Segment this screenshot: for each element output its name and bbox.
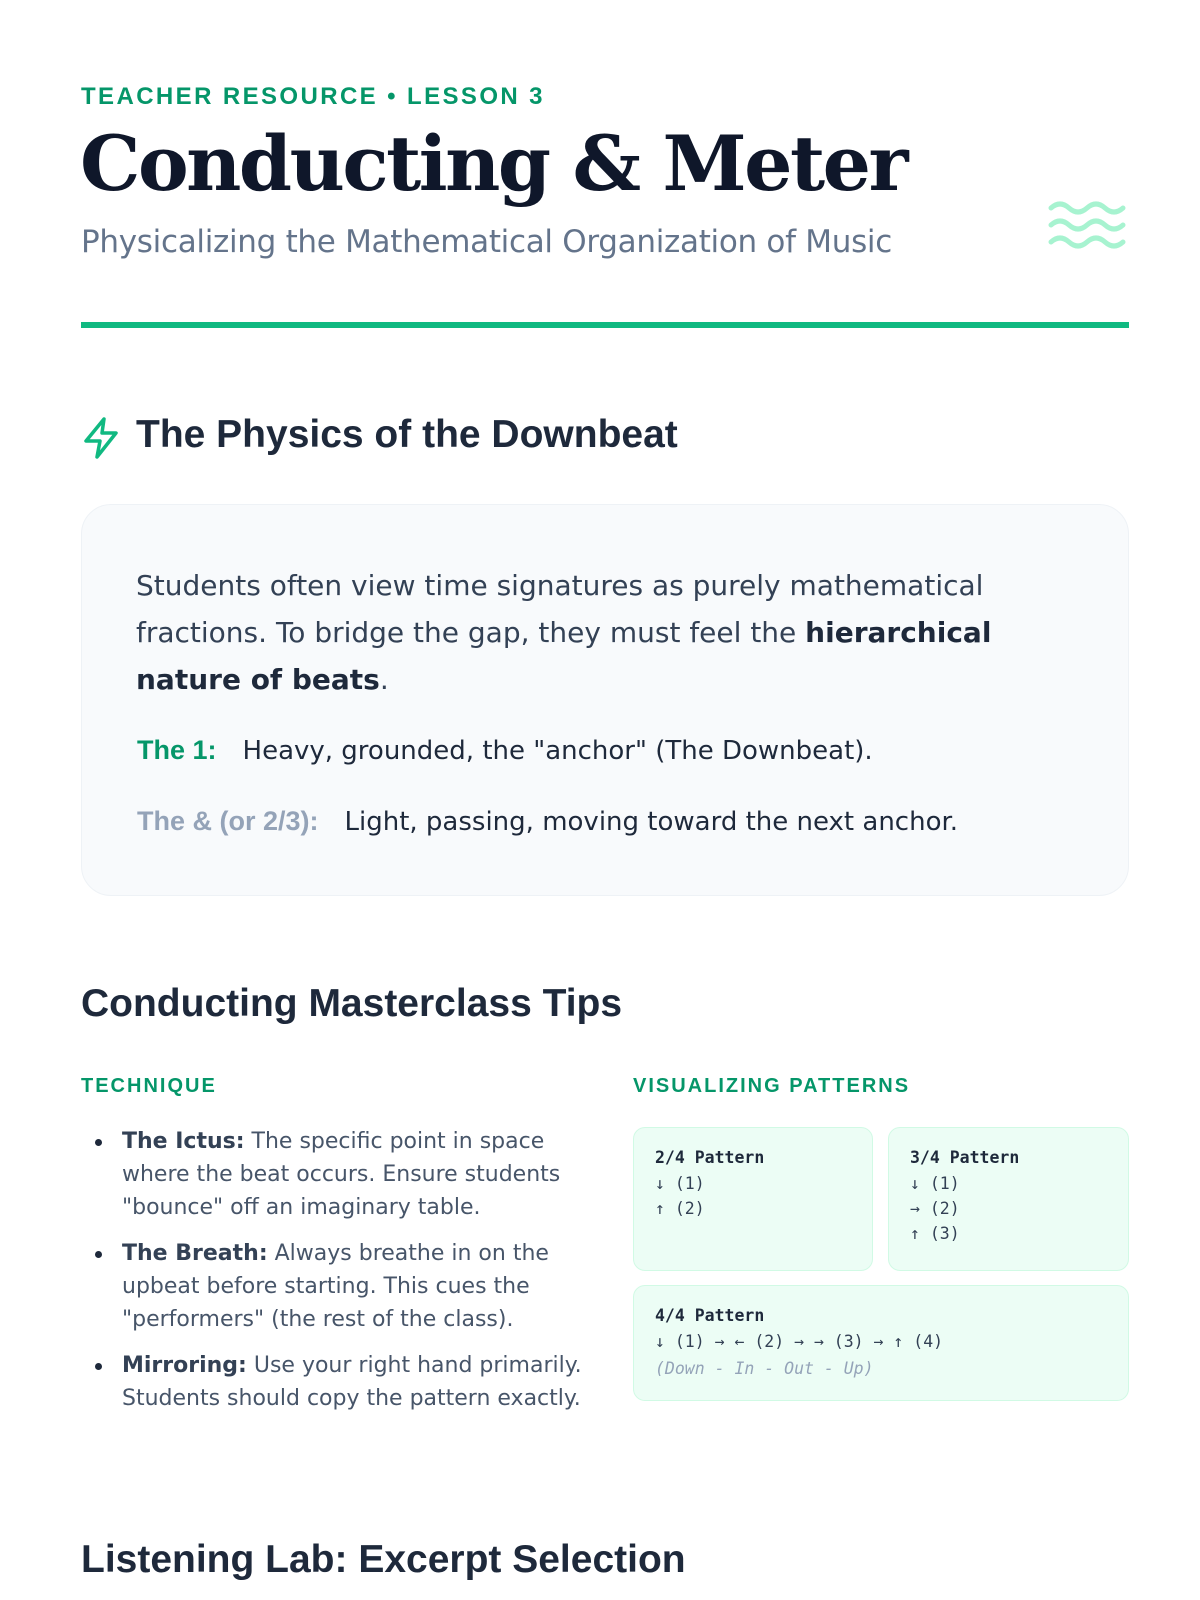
pattern-title: 4/4 Pattern: [655, 1306, 765, 1325]
section-heading-listening-lab: Listening Lab: Excerpt Selection: [81, 1538, 686, 1581]
pattern-step: ↑ (3): [910, 1224, 960, 1243]
pattern-step: ↑ (2): [655, 1199, 705, 1218]
lesson-eyebrow: TEACHER RESOURCE • LESSON 3: [81, 83, 545, 110]
pattern-step: ↓ (1): [910, 1174, 960, 1193]
pattern-card-2-4: [633, 1127, 873, 1271]
list-item: The Ictus: The specific point in space where the beat occurs. Ensure students "bounce" off an imaginary table.: [95, 1125, 585, 1224]
pattern-step: ↓ (1) → ← (2) → → (3) → ↑ (4): [655, 1332, 944, 1351]
definition-text: Heavy, grounded, the "anchor" (The Downbeat).: [242, 736, 873, 766]
patterns-label: VISUALIZING PATTERNS: [633, 1075, 911, 1097]
pattern-title: 2/4 Pattern: [655, 1148, 765, 1167]
hierarchy-emphasis: hierarchical nature of beats: [136, 616, 992, 696]
pattern-step: → (2): [910, 1199, 960, 1218]
page-subtitle: Physicalizing the Mathematical Organization of Music: [81, 224, 892, 260]
list-item: Mirroring: Use your right hand primarily. Students should copy the pattern exactly.: [95, 1349, 585, 1415]
definition-label: The & (or 2/3):: [137, 806, 319, 836]
downbeat-intro: Students often view time signatures as purely mathematical fractions. To bridge the gap, they must feel the hierarchical nature of beats.: [136, 569, 992, 696]
wave-icon: [1048, 198, 1126, 258]
section-heading-tips: Conducting Masterclass Tips: [81, 982, 623, 1025]
page-title: Conducting & Meter: [80, 119, 906, 208]
pattern-step: ↓ (1): [655, 1174, 705, 1193]
pattern-card-4-4: [633, 1285, 1129, 1401]
definition-text: Light, passing, moving toward the next anchor.: [344, 807, 959, 837]
header-divider: [81, 322, 1129, 328]
definition-downbeat: [137, 735, 873, 766]
lightning-bolt-icon: [81, 416, 121, 460]
definition-offbeat: [137, 806, 958, 837]
definition-label: The 1:: [137, 735, 217, 765]
section-heading-physics: The Physics of the Downbeat: [136, 413, 678, 456]
list-item: The Breath: Always breathe in on the upbeat before starting. This cues the "performers" (the rest of the class).: [95, 1237, 585, 1336]
pattern-hint: (Down - In - Out - Up): [655, 1359, 874, 1378]
technique-label: TECHNIQUE: [81, 1075, 217, 1097]
pattern-card-3-4: [888, 1127, 1129, 1271]
pattern-title: 3/4 Pattern: [910, 1148, 1020, 1167]
technique-list: [95, 1125, 585, 1428]
